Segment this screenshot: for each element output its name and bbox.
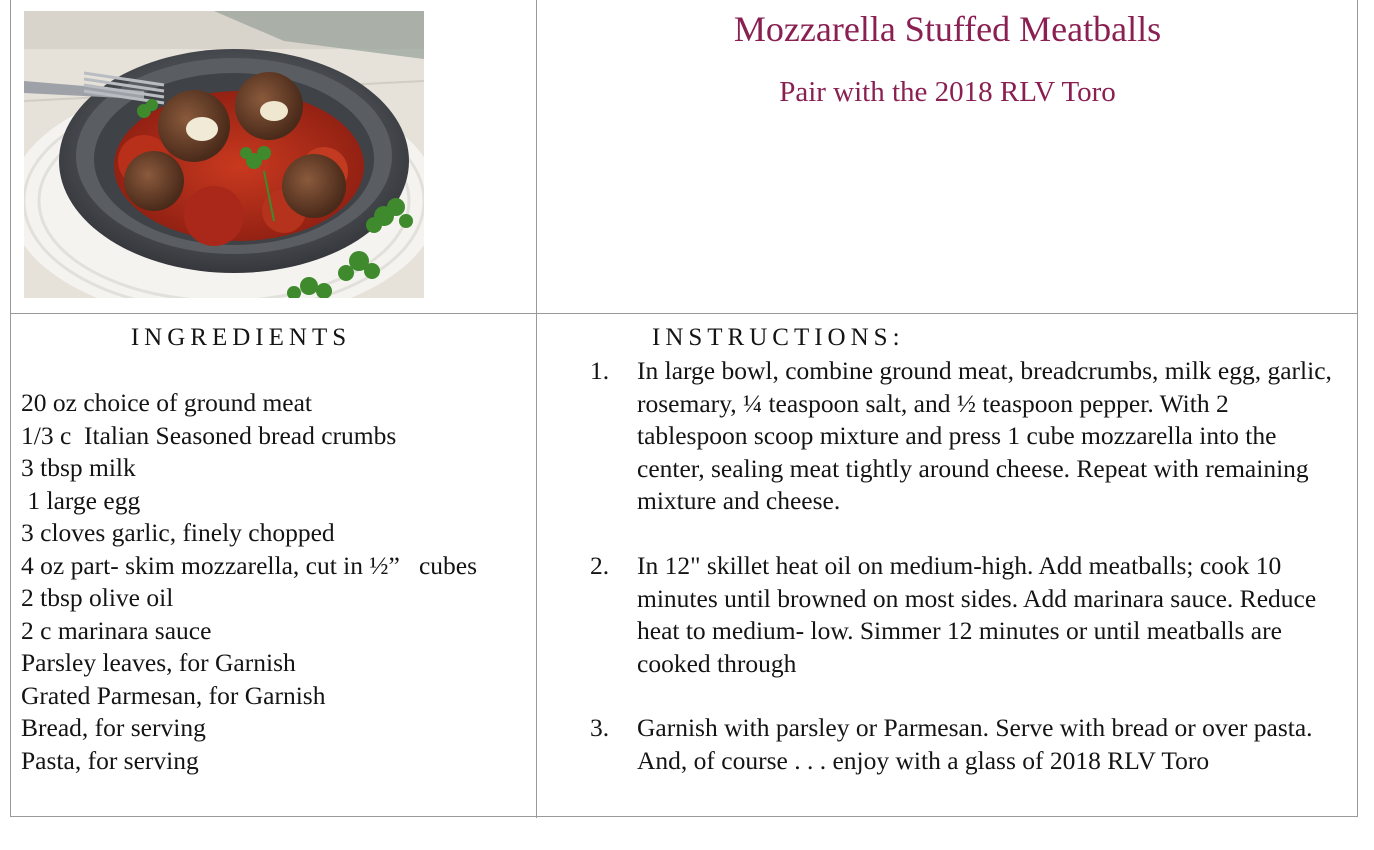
meatballs-photo-icon [24,11,424,298]
step-text [637,712,1350,777]
step-number: 3. [590,713,610,742]
step-line: center, sealing meat tightly around cheese. Repeat with remaining [637,453,1309,483]
step-number: 1. [590,356,610,385]
ingredients-heading: INGREDIENTS [130,324,352,351]
ingredient-item: Bread, for serving [21,713,206,742]
step-line: And, of course . . . enjoy with a glass of 2018 RLV Toro [637,745,1210,775]
ingredient-item: 2 c marinara sauce [21,615,212,645]
instructions-heading: INSTRUCTIONS: [652,324,905,351]
ingredient-item: 1 large egg [21,485,141,515]
ingredient-item: Parsley leaves, for Garnish [21,648,296,677]
ingredient-item: 3 tbsp milk [21,453,136,482]
step-line: mixture and cheese. [637,486,841,515]
step-line: heat to medium- low. Simmer 12 minutes or until meatballs are [637,616,1282,645]
recipe-title: Mozzarella Stuffed Meatballs [733,9,1162,49]
step-line: rosemary, ¼ teaspoon salt, and ½ teaspoon pepper. With 2 [637,388,1229,418]
ingredient-item: 3 cloves garlic, finely chopped [21,518,335,547]
step-line: tablespoon scoop mixture and press 1 cube mozzarella into the [637,421,1277,450]
step-line: cooked through [637,648,797,678]
ingredient-item: 4 oz part- skim mozzarella, cut in ½” cubes [21,550,477,580]
step-text [637,355,1350,518]
step-text [637,550,1350,680]
ingredients-list [21,387,477,777]
wine-pairing: Pair with the 2018 RLV Toro [779,76,1116,108]
ingredient-item: 1/3 c Italian Seasoned bread crumbs [21,420,397,450]
step-number: 2. [590,551,610,580]
ingredient-item: Grated Parmesan, for Garnish [21,680,326,710]
ingredient-item: 20 oz choice of ground meat [21,388,313,417]
meatballs-photo [24,11,424,298]
step-line: In large bowl, combine ground meat, breadcrumbs, milk egg, garlic, [637,356,1332,385]
ingredient-item: 2 tbsp olive oil [21,583,174,612]
ingredient-item: Pasta, for serving [21,745,199,775]
step-line: minutes until browned on most sides. Add marinara sauce. Reduce [637,583,1317,613]
row-divider [10,313,1358,314]
column-divider [536,0,537,818]
step-line: Garnish with parsley or Parmesan. Serve with bread or over pasta. [637,713,1313,742]
step-line: In 12" skillet heat oil on medium-high. Add meatballs; cook 10 [637,551,1282,580]
